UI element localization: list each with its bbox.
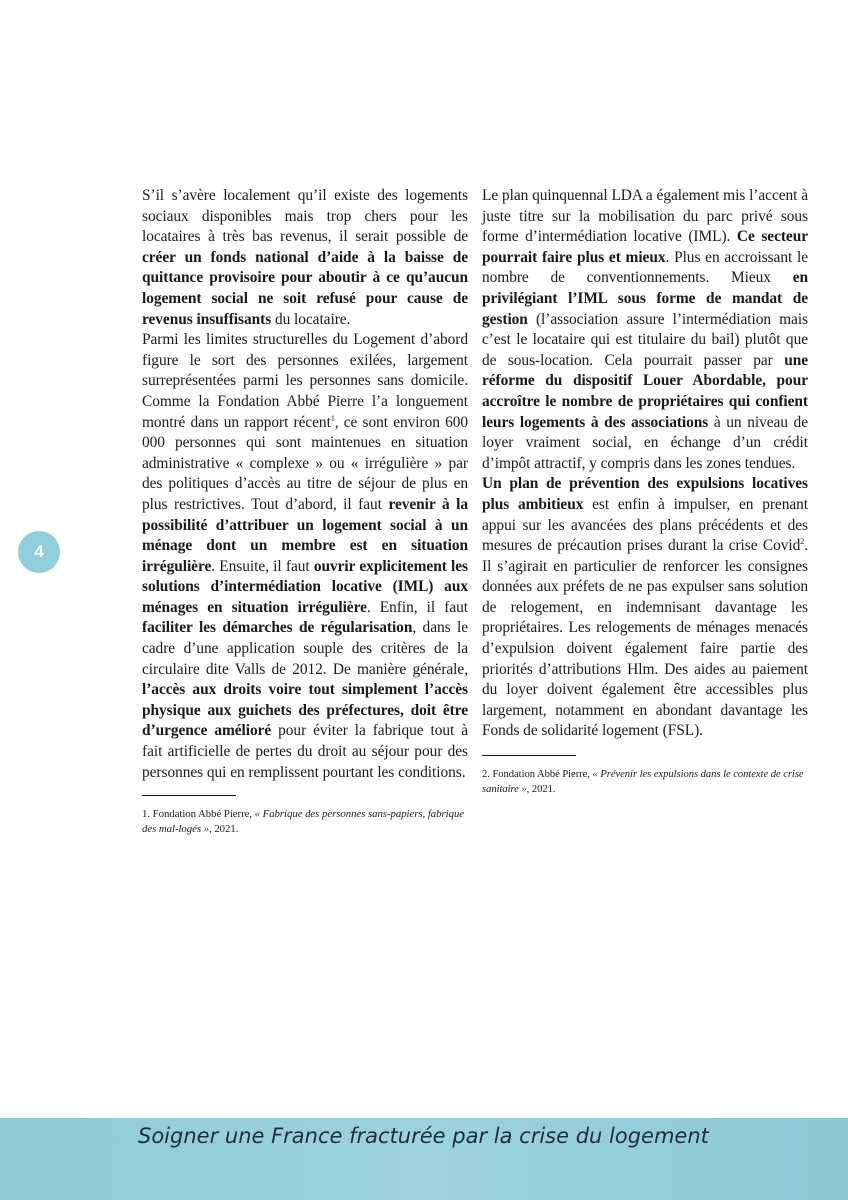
bold-text: Un plan de prévention des expulsions locatives plus ambitieux bbox=[482, 475, 808, 513]
text-run: , ce sont environ 600 000 personnes qui sont maintenues en situation administrative « complexe » ou « irrégulière » par des politiques d’accès au titre de séjour de plus en plus restrictives. Tout d’abord, il faut bbox=[142, 413, 469, 513]
footnote-reference: 2 bbox=[800, 536, 805, 546]
footnote-divider bbox=[482, 755, 576, 756]
footnote-divider bbox=[142, 795, 236, 796]
bold-text: faciliter les démarches de régularisation bbox=[142, 619, 413, 637]
bold-text: revenir à la possibilité d’attribuer un logement social à un ménage dont un membre est en situation irrégulière bbox=[142, 495, 469, 575]
text-run: S’il s’avère localement qu’il existe des logements sociaux disponibles mais trop chers pour les locataires à très bas revenus, il serait possible de bbox=[142, 187, 468, 246]
text-run: du locataire. bbox=[271, 310, 351, 328]
paragraph bbox=[482, 186, 808, 474]
bold-text: une réforme du dispositif Louer Abordable, pour accroître le nombre de propriétaires qui confient leurs logements à des associations bbox=[482, 351, 808, 431]
paragraph bbox=[142, 186, 468, 330]
left-column bbox=[142, 186, 468, 837]
text-run: Parmi les limites structurelles du Logement d’abord figure le sort des personnes exilées, largement surreprésentées parmi les personnes sans domicile. Comme la Fondation Abbé Pierre l’a longuement montré dans un rapport récent bbox=[142, 331, 468, 431]
right-column bbox=[482, 186, 808, 797]
footnote-prefix: 2. Fondation Abbé Pierre, bbox=[482, 769, 593, 781]
footnote-suffix: , 2021. bbox=[526, 784, 556, 796]
text-run: . Il s’agirait en particulier de renforcer les consignes données aux préfets de ne pas expulser sans solution de relogement, en indemnisant davantage les propriétaires. Les relogements de ménages menacés d’expulsion doivent également faire partie des priorités d’attributions Hlm. Des aides au paiement du loyer doivent également être accessibles plus largement, notamment en abondant davantage les Fonds de solidarité logement (FSL). bbox=[482, 537, 808, 740]
text-run: . Enfin, il faut bbox=[366, 598, 468, 616]
footnote-prefix: 1. Fondation Abbé Pierre, bbox=[142, 808, 255, 821]
footnote-title: « Prévenir les expulsions dans le contexte de crise sanitaire » bbox=[482, 769, 804, 796]
bold-text: l’accès aux droits voire tout simplement l’accès physique aux guichets des préfectures, doit être d’urgence amélioré bbox=[142, 681, 468, 740]
bold-text: Ce secteur pourrait faire plus et mieux bbox=[482, 228, 808, 266]
bold-text: en privilégiant l’IML sous forme de mandat de gestion bbox=[482, 269, 808, 328]
page-number: 4 bbox=[34, 542, 44, 561]
paragraph bbox=[482, 474, 808, 742]
footer-title: Soigner une France fracturée par la crise du logement bbox=[138, 1124, 709, 1148]
footnote bbox=[482, 767, 808, 797]
bold-text: ouvrir explicitement les solutions d’intermédiation locative (IML) aux ménages en situation irrégulière bbox=[142, 557, 468, 616]
text-run: Le plan quinquennal LDA a également mis l’accent à juste titre sur la mobilisation du parc privé sous forme d’intermédiation locative (IML). bbox=[482, 187, 808, 246]
text-run: , dans le cadre d’une application souple des critères de la circulaire dite Valls de 2012. De manière générale, bbox=[142, 619, 468, 678]
paragraph bbox=[142, 330, 468, 783]
footnote-reference: 1 bbox=[330, 413, 335, 423]
text-run: est enfin à impulser, en prenant appui sur les avancées des plans précédents et des mesures de précaution prises durant la crise Covid bbox=[482, 495, 808, 555]
text-run: à un niveau de loyer vraiment social, en échange d’un crédit d’impôt attractif, y compris dans les zones tendues. bbox=[482, 413, 808, 472]
text-run: (l’association assure l’intermédiation mais c’est le locataire qui est titulaire du bail) plutôt que de sous-location. Cela pourrait passer par bbox=[482, 310, 808, 369]
footnote-title: « Fabrique des personnes sans-papiers, fabrique des mal-logés » bbox=[142, 808, 465, 836]
footnote bbox=[142, 807, 468, 837]
bold-text: créer un fonds national d’aide à la baisse de quittance provisoire pour aboutir à ce qu’aucun logement social ne soit refusé pour cause de revenus insuffisants bbox=[142, 248, 468, 328]
text-run: . Plus en accroissant le nombre de conventionnements. Mieux bbox=[482, 248, 808, 287]
footnote-suffix: , 2021. bbox=[209, 823, 239, 836]
text-run: pour éviter la fabrique tout à fait artificielle de pertes du droit au séjour pour des personnes qui en remplissent pourtant les conditions. bbox=[142, 722, 468, 781]
text-run: . Ensuite, il faut bbox=[211, 557, 314, 575]
page-number-badge bbox=[18, 531, 60, 573]
